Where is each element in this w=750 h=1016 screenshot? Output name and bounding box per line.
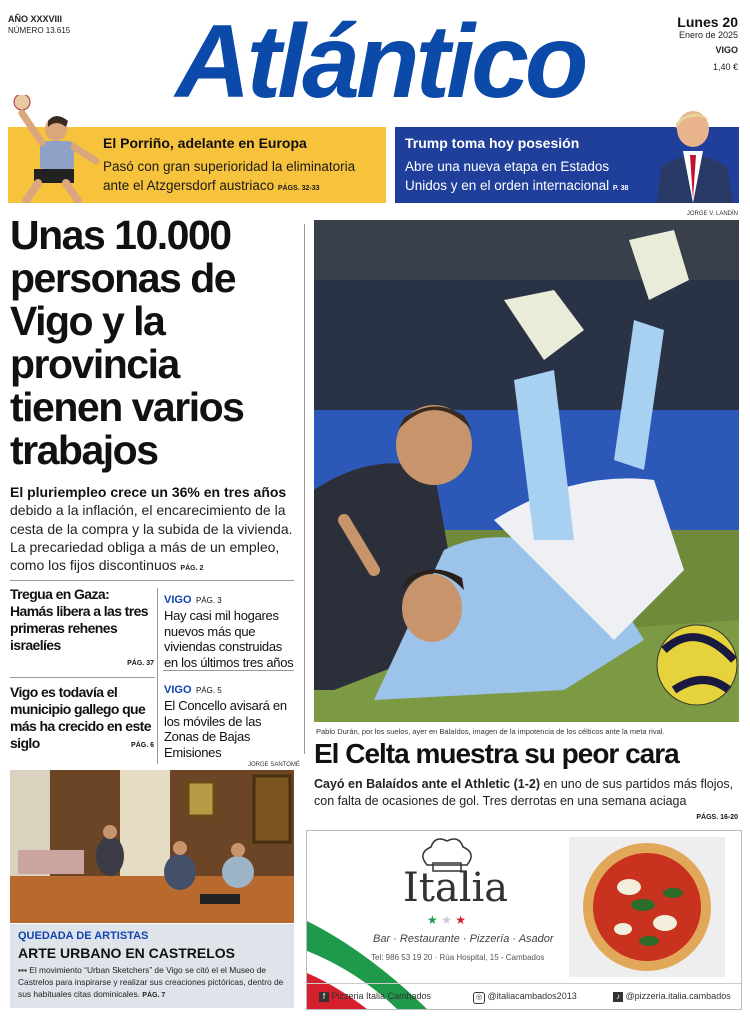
brief-pages: PÁG. 37 [127,660,154,667]
main-photo[interactable] [314,220,739,722]
brief-pages: PÁG. 5 [195,686,222,695]
issue-date: Enero de 2025 [678,30,738,40]
teaser-pages: P. 38 [612,185,629,192]
lead-summary-text: debido a la inflación, el encarecimiento de la cesta de la compra y la subida de la vivienda. La precariedad obliga a más de un empleo, como los fijos discontinuos [10,502,293,574]
lead-summary-bold: El pluriempleo crece un 36% en tres años [10,484,287,500]
issue-city: VIGO [715,45,738,55]
teaser-pages: PÁGS. 32-33 [277,185,320,192]
issue-info [8,14,70,36]
tiktok-link[interactable]: ♪ @pizzeria.italia.cambados [613,991,731,1002]
issue-day: Lunes 20 [677,14,738,30]
celta-summary-bold: Cayó en Balaídos ante el Athletic (1-2) [314,777,540,791]
brief-housing[interactable] [164,590,296,670]
photo-caption: Pablo Durán, por los suelos, ayer en Balaídos, imagen de la impotencia de los célticos ante la meta rival. [316,727,665,736]
handball-player-photo [8,95,100,203]
teaser-trump[interactable] [395,127,739,203]
facebook-icon: f [319,992,329,1002]
arts-title: ARTE URBANO EN CASTRELOS [18,945,236,961]
arts-kicker: QUEDADA DE ARTISTAS [18,930,149,942]
ad-subtitle: Bar · Restaurante · Pizzería · Asador [373,933,554,945]
celta-summary-text: en uno de sus partidos más flojos, con falta de ocasiones de gol. Tres derrotas en una semana aciaga [314,777,734,808]
ad-italia[interactable] [306,830,742,1010]
issue-year: AÑO XXXVIII [8,14,63,24]
brief-vigo-growth[interactable] [10,684,154,749]
lead-summary [10,483,300,578]
newspaper-logo[interactable]: Atlántico [175,4,585,120]
teaser-text: Pasó con gran superioridad la eliminatoria ante el Atzgersdorf austriaco PÁGS. 32-33 [103,159,356,193]
brief-text: Hay casi mil hogares nuevos más que viviendas construidas en los últimos tres años [164,608,294,670]
arts-story[interactable] [10,924,294,1008]
brief-tag: VIGO [164,594,192,606]
celta-summary [314,776,739,810]
brief-divider [163,670,294,671]
column-divider [304,224,305,754]
brief-column-divider [157,588,158,764]
brief-emissions[interactable] [164,680,296,760]
lead-headline[interactable]: Unas 10.000 personas de Vigo y la provincia tienen varios trabajos [10,212,244,473]
brief-divider [10,677,155,678]
brief-pages: PÁG. 3 [195,596,222,605]
issue-price: 1,40 € [712,62,738,72]
instagram-icon: ◎ [473,992,485,1004]
ad-stars: ★ ★ ★ [427,913,466,927]
tiktok-icon: ♪ [613,992,623,1002]
teaser-handball[interactable] [8,127,386,203]
brief-text: El Concello avisará en los móviles de las Zonas de Bajas Emisiones [164,698,287,760]
section-divider [10,580,294,581]
arts-text: ▪▪▪ El movimiento “Urban Sketchers” de Vigo se citó el el Museo de Castrelos para inspirarse y realizar sus creaciones pictóricas, dentro de sus habituales citas dominicales. PÁG. 7 [18,965,284,999]
lead-pages: PÁG. 2 [180,565,204,573]
ad-contact: Tel: 986 53 19 20 · Rúa Hospital, 15 - Cambados [371,953,545,962]
celta-pages: PÁGS. 16-20 [696,814,738,821]
trump-photo [649,107,739,203]
brief-pages: PÁG. 6 [131,742,154,749]
arts-photo-credit: JORGE SANTOMÉ [248,762,300,768]
ad-brand: Italia [403,865,509,911]
football-match-photo [314,220,739,722]
ad-social-bar [307,983,741,1010]
teaser-text: Abre una nueva etapa en Estados Unidos y en el orden internacional P. 38 [405,159,629,193]
teaser-title: El Porriño, adelante en Europa [103,135,307,151]
celta-headline[interactable]: El Celta muestra su peor cara [314,738,679,769]
teaser-title: Trump toma hoy posesión [405,135,580,151]
instagram-link[interactable]: ◎ @italiacambados2013 [473,991,577,1004]
brief-tag: VIGO [164,684,192,696]
museum-sketchers-photo [10,770,294,923]
arts-photo[interactable] [10,770,294,923]
issue-number: NÚMERO 13.615 [8,26,71,35]
photo-credit: JORGE V. LANDÍN [686,211,738,217]
brief-title: Vigo es todavía el municipio gallego que más ha crecido en este siglo [10,684,151,751]
pizza-photo [569,837,725,977]
date-info [677,16,738,74]
brief-gaza[interactable] [10,586,154,667]
brief-title: Tregua en Gaza: Hamás libera a las tres primeras rehenes israelíes [10,586,148,653]
facebook-link[interactable]: f Pizzeria Italia Cambados [319,991,431,1002]
